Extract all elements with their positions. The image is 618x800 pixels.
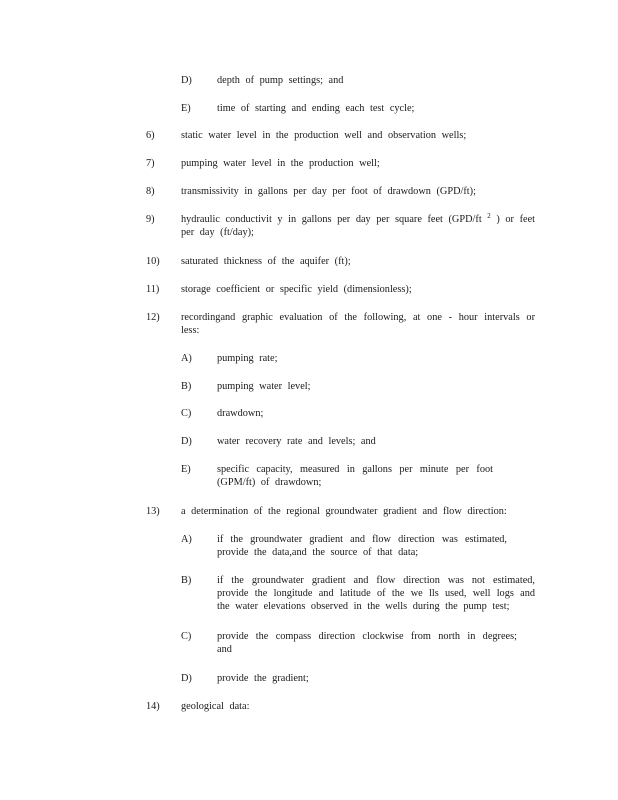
item-text: provide the gradient; [217,673,309,684]
item-text: geological data: [181,701,250,712]
item-label: C) [181,631,192,642]
item-text: pumping water level; [217,381,311,392]
item-label: B) [181,575,192,586]
item-text: storage coefficient or specific yield (dimensionless); [181,284,412,295]
item-text: saturated thickness of the aquifer (ft); [181,256,351,267]
item-text: hydraulic conductivit y in gallons per day per square feet (GPD/ft $^2$ ) or feet per day (ft/day); [181,212,535,238]
item-text: specific capacity, measured in gallons per minute per foot (GPM/ft) of drawdown; [217,464,493,488]
item-text: water recovery rate and levels; and [217,436,376,447]
item-text: depth of pump settings; and [217,75,344,86]
item-text: if the groundwater gradient and flow direction was estimated, provide the data,and the source of that data; [217,534,507,558]
item-label: A) [181,534,192,545]
item-number: 8) [146,186,155,197]
item-label: C) [181,408,192,419]
item-text: pumping water level in the production well; [181,158,380,169]
item-text: drawdown; [217,408,264,419]
item-text: a determination of the regional groundwater gradient and flow direction: [181,506,507,517]
item-number: 12) [146,312,160,323]
item-number: 10) [146,256,160,267]
item-number: 11) [146,284,160,295]
item-number: 9) [146,214,155,225]
item-label: D) [181,75,192,86]
item-text: recordingand graphic evaluation of the following, at one - hour intervals or less: [181,312,535,336]
item-label: E) [181,464,191,475]
item-label: B) [181,381,192,392]
item-text: if the groundwater gradient and flow direction was not estimated, provide the longitude and latitude of the we lls used, well logs and the water elevations observed in the wells during the pump test; [217,575,535,612]
item-text: time of starting and ending each test cycle; [217,103,415,114]
item-label: A) [181,353,192,364]
item-number: 13) [146,506,160,517]
item-text: pumping rate; [217,353,278,364]
item-label: E) [181,103,191,114]
item-text: transmissivity in gallons per day per foot of drawdown (GPD/ft); [181,186,476,197]
item-number: 7) [146,158,155,169]
item-number: 6) [146,130,155,141]
item-label: D) [181,436,192,447]
item-label: D) [181,673,192,684]
item-number: 14) [146,701,160,712]
item-text: static water level in the production well and observation wells; [181,130,467,141]
item-text: provide the compass direction clockwise from north in degrees; and [217,631,517,655]
superscript: 2 [487,212,491,220]
